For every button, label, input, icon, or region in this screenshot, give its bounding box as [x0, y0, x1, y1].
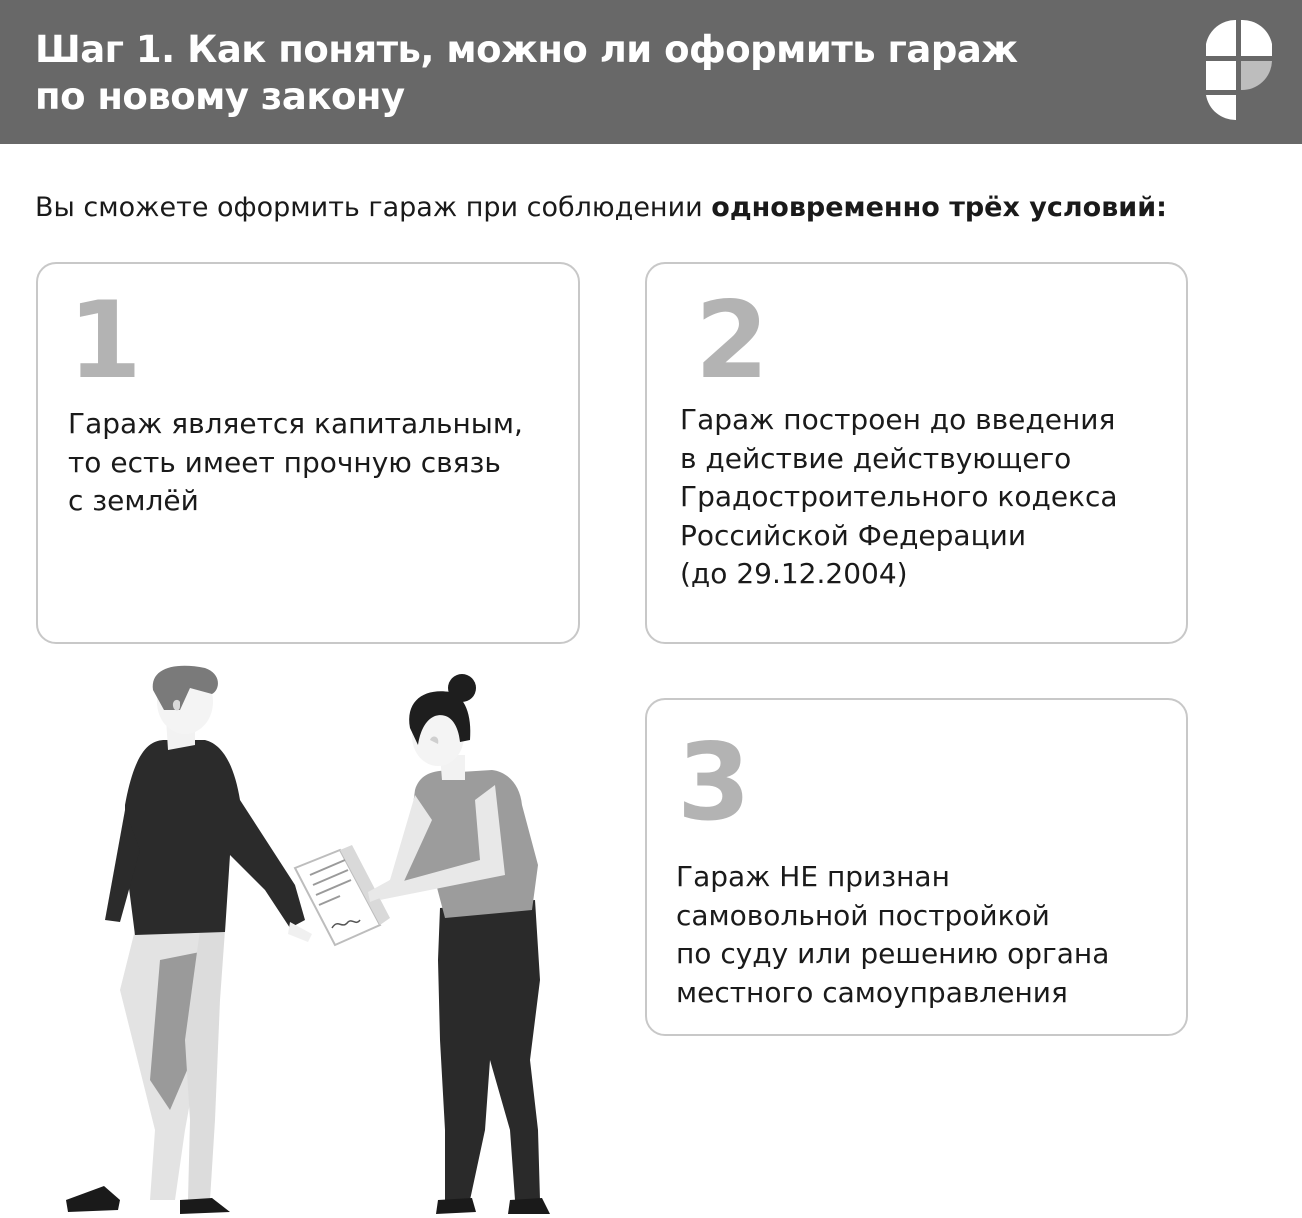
intro-regular: Вы сможете оформить гараж при соблюдении	[35, 192, 712, 223]
intro-bold: одновременно трёх условий:	[711, 192, 1167, 223]
rosreestr-logo-icon	[1196, 14, 1278, 126]
condition-card-3	[645, 698, 1188, 1036]
condition-text-line: Российской Федерации	[680, 518, 1027, 552]
condition-text	[68, 405, 523, 521]
header-banner	[0, 0, 1302, 144]
title-line-2: по новому закону	[35, 75, 405, 118]
condition-text-line: Градостроительного кодекса	[680, 480, 1118, 513]
condition-text-line: (до 29.12.2004)	[680, 557, 908, 590]
condition-text-line: Гараж является капитальным,	[68, 407, 523, 440]
condition-text-line: Гараж построен до введения	[680, 403, 1116, 436]
page-title	[35, 26, 1115, 120]
people-exchanging-document-illustration	[40, 660, 640, 1218]
condition-number: 1	[68, 279, 142, 402]
condition-text-line: по суду или решению органа	[676, 937, 1110, 970]
condition-text	[676, 858, 1109, 1012]
condition-text-line: то есть имеет прочную связь	[68, 445, 501, 479]
condition-number: 2	[695, 279, 769, 402]
condition-card-1	[36, 262, 580, 644]
condition-text-line: Гараж НЕ признан	[676, 860, 950, 893]
condition-card-2	[645, 262, 1188, 644]
intro-text	[35, 188, 1285, 228]
condition-text-line: с землёй	[68, 484, 199, 517]
condition-text	[680, 401, 1118, 594]
condition-text-line: самовольной постройкой	[676, 898, 1050, 932]
condition-text-line: местного самоуправления	[676, 975, 1068, 1009]
title-line-1: Шаг 1. Как понять, можно ли оформить гараж	[35, 28, 1018, 71]
condition-number: 3	[677, 721, 751, 844]
man-figure	[66, 666, 312, 1214]
woman-figure	[368, 674, 550, 1214]
condition-text-line: в действие действующего	[680, 441, 1072, 475]
